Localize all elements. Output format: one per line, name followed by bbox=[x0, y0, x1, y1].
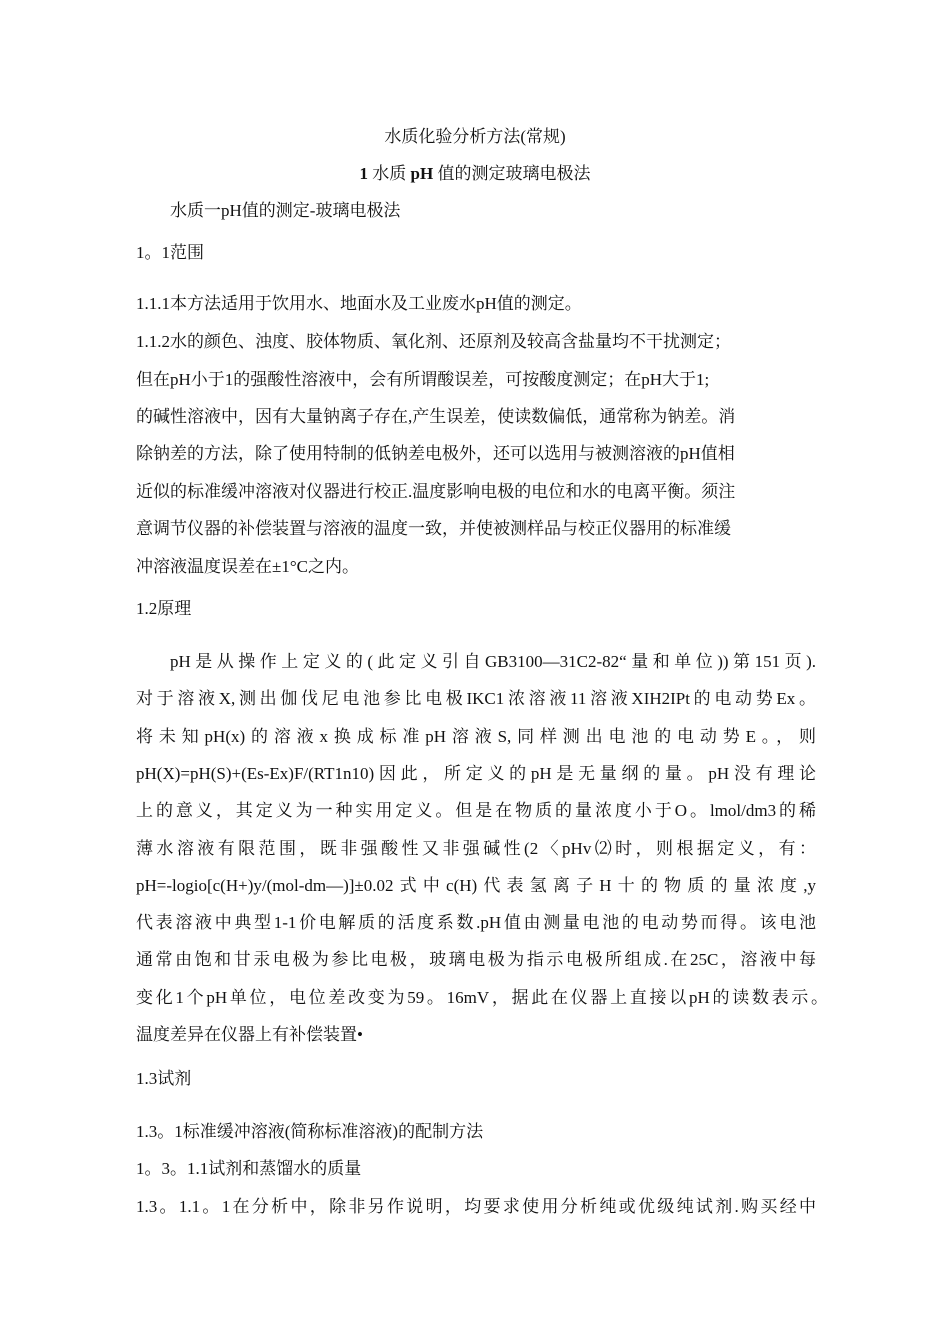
principle-line: pH是从操作上定义的(此定义引自GB3100—31C2-82“量和单位))第151页). bbox=[170, 652, 816, 671]
principle-line: 薄水溶液有限范围，既非强酸性又非强碱性(2〈pHv⑵时，则根据定义，有： bbox=[136, 839, 816, 858]
principle-line: 变化1个pH单位，电位差改变为59。16mV，据此在仪器上直接以pH的读数表示。 bbox=[136, 988, 828, 1007]
principle-line: pH(X)=pH(S)+(Es-Ex)F/(RT1n10)因此，所定义的pH是无量纲的量。pH没有理论 bbox=[136, 764, 816, 783]
section-1-2-heading: 1.2原理 bbox=[136, 599, 192, 618]
principle-line: 对于溶液X,测出伽伐尼电池参比电极IKC1浓溶液11溶液XIH2IPt的电动势Ex。 bbox=[136, 689, 816, 708]
section-1-1-heading: 1。1范围 bbox=[136, 243, 204, 262]
section-1-3-heading: 1.3试剂 bbox=[136, 1069, 192, 1088]
subtitle-ph: pH bbox=[410, 164, 434, 183]
principle-line: 将未知pH(x)的溶液x换成标准pH溶液S,同样测出电池的电动势E。，则 bbox=[136, 727, 816, 746]
reagent-line: 1。3。1.1试剂和蒸馏水的质量 bbox=[136, 1159, 362, 1178]
scope-line: 意调节仪器的补偿装置与溶液的温度一致，并使被测样品与校正仪器用的标准缓 bbox=[136, 519, 731, 538]
principle-line: 上的意义，其定义为一种实用定义。但是在物质的量浓度小于O。lmol/dm3的稀 bbox=[136, 801, 816, 820]
principle-line: pH=-logio[c(H+)y/(mol-dm—)]±0.02式中c(H)代表氢离子H十的物质的量浓度,y bbox=[136, 876, 816, 895]
subtitle-number: 1 bbox=[359, 164, 369, 183]
principle-line: 通常由饱和甘汞电极为参比电极，玻璃电极为指示电极所组成.在25C，溶液中每 bbox=[136, 950, 816, 969]
scope-line: 1.1.1本方法适用于饮用水、地面水及工业废水pH值的测定。 bbox=[136, 294, 582, 313]
section-heading: 水质一pH值的测定-玻璃电极法 bbox=[170, 201, 401, 220]
scope-line: 的碱性溶液中，因有大量钠离子存在,产生误差，使读数偏低，通常称为钠差。消 bbox=[136, 407, 736, 426]
scope-line: 近似的标准缓冲溶液对仪器进行校正.温度影响电极的电位和水的电离平衡。须注 bbox=[136, 482, 736, 501]
scope-line: 但在pH小于1的强酸性溶液中，会有所谓酸误差，可按酸度测定；在pH大于1; bbox=[136, 370, 710, 389]
subtitle-text-a: 水质 bbox=[368, 164, 411, 183]
subtitle-text-b: 值的测定玻璃电极法 bbox=[433, 164, 591, 183]
principle-last-line: 温度差异在仪器上有补偿装置• bbox=[136, 1025, 363, 1044]
scope-line: 1.1.2水的颜色、浊度、胶体物质、氧化剂、还原剂及较高含盐量均不干扰测定； bbox=[136, 332, 731, 351]
document-subtitle bbox=[0, 163, 950, 185]
scope-line: 除钠差的方法，除了使用特制的低钠差电极外，还可以选用与被测溶液的pH值相 bbox=[136, 444, 735, 463]
reagent-line: 1.3。1.1。1在分析中，除非另作说明，均要求使用分析纯或优级纯试剂.购买经中 bbox=[136, 1197, 816, 1216]
reagent-line: 1.3。1标准缓冲溶液(简称标准溶液)的配制方法 bbox=[136, 1122, 484, 1141]
scope-line: 冲溶液温度误差在±1°C之内。 bbox=[136, 557, 359, 576]
document-title: 水质化验分析方法(常规) bbox=[384, 127, 566, 146]
principle-line: 代表溶液中典型1-1价电解质的活度系数.pH值由测量电池的电动势而得。该电池 bbox=[136, 913, 816, 932]
